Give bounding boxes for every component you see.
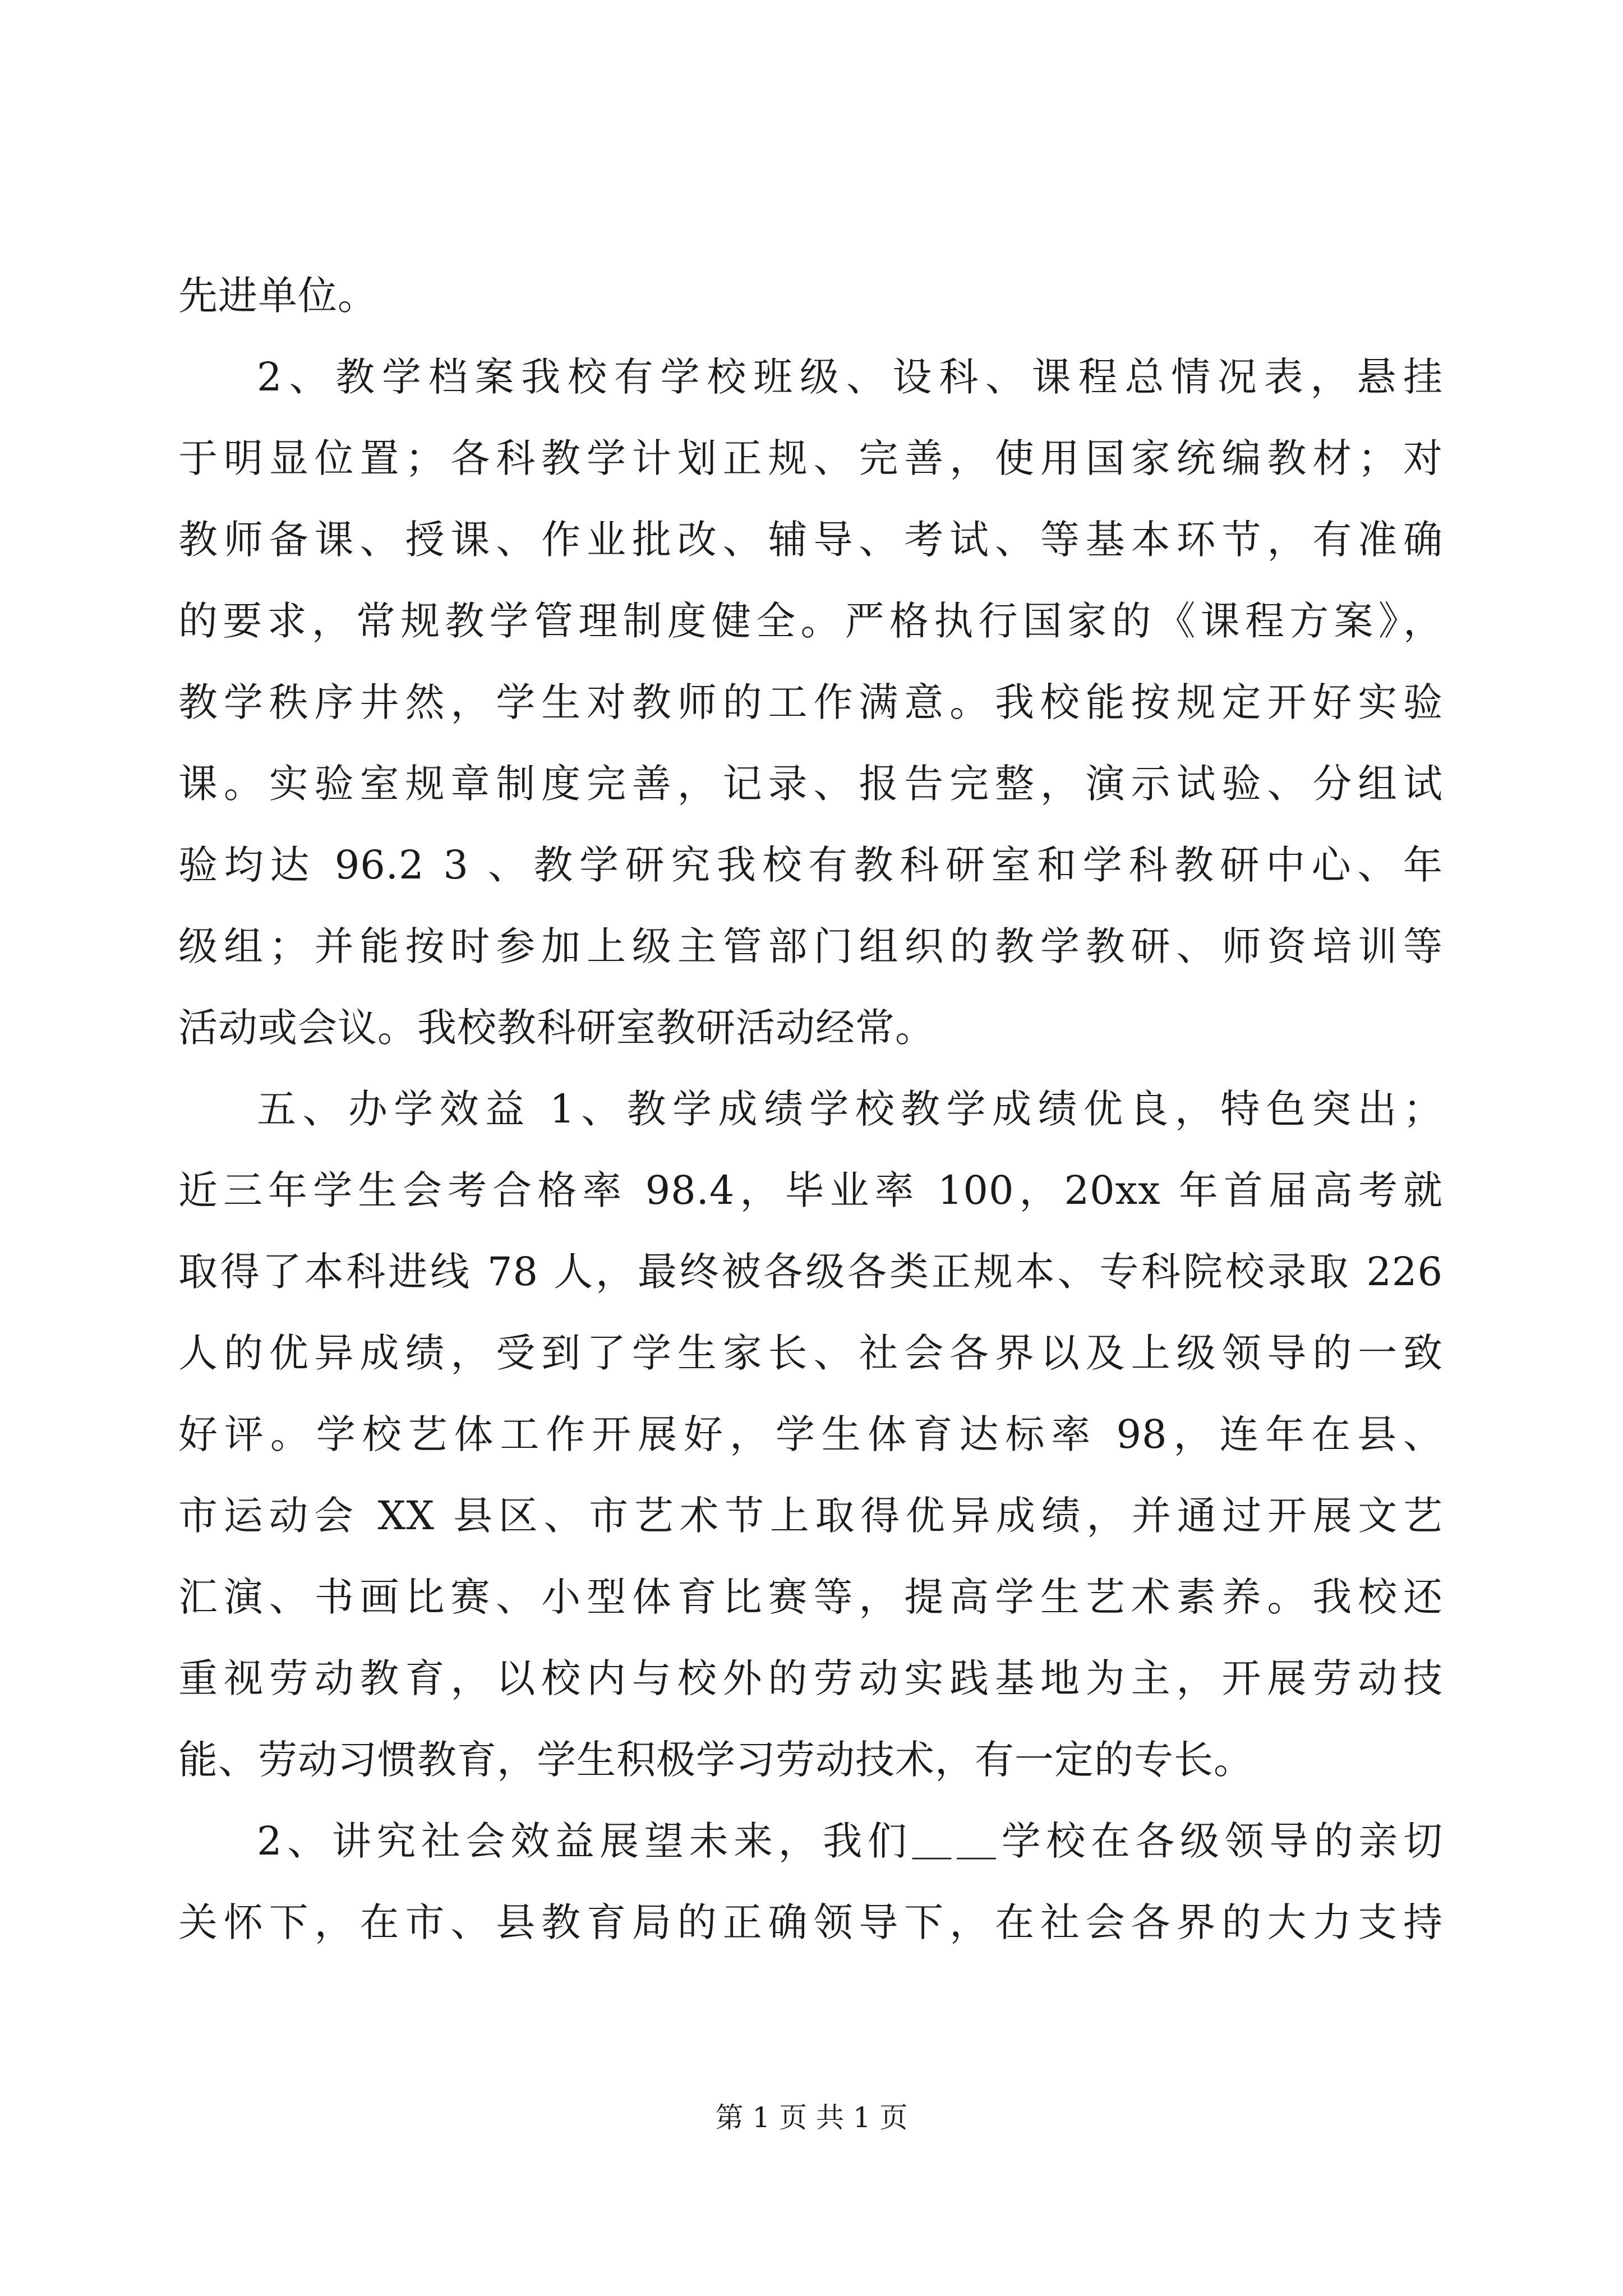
text-line-19: 能、劳动习惯教育，学生积极学习劳动技术，有一定的专长。 xyxy=(178,1737,1253,1783)
text-line-6: 教学秩序井然，学生对教师的工作满意。我校能按规定开好实验 xyxy=(178,679,1443,725)
text-line-10: 活动或会议。我校教科研室教研活动经常。 xyxy=(178,1005,935,1051)
text-line-5: 的要求，常规教学管理制度健全。严格执行国家的《课程方案》， xyxy=(178,598,1443,644)
text-line-17: 汇演、书画比赛、小型体育比赛等，提高学生艺术素养。我校还 xyxy=(178,1574,1443,1620)
text-line-3: 于明显位置；各科教学计划正规、完善，使用国家统编教材；对 xyxy=(178,435,1443,481)
text-line-4: 教师备课、授课、作业批改、辅导、考试、等基本环节，有准确 xyxy=(178,517,1443,563)
page-number-footer: 第 1 页 共 1 页 xyxy=(715,2101,908,2134)
text-line-20: 2、讲究社会效益展望未来，我们＿＿学校在各级领导的亲切 xyxy=(257,1818,1443,1864)
text-line-16: 市运动会 XX 县区、市艺术节上取得优异成绩，并通过开展文艺 xyxy=(178,1493,1443,1539)
document-body xyxy=(178,255,1443,1963)
text-line-21: 关怀下，在市、县教育局的正确领导下，在社会各界的大力支持 xyxy=(178,1899,1443,1945)
text-line-11: 五、办学效益 1、教学成绩学校教学成绩优良，特色突出； xyxy=(257,1086,1443,1132)
text-line-13: 取得了本科进线 78 人，最终被各级各类正规本、专科院校录取 226 xyxy=(178,1249,1443,1295)
text-line-9: 级组；并能按时参加上级主管部门组织的教学教研、师资培训等 xyxy=(178,923,1443,969)
text-line-18: 重视劳动教育，以校内与校外的劳动实践基地为主，开展劳动技 xyxy=(178,1655,1443,1701)
text-line-12: 近三年学生会考合格率 98.4，毕业率 100，20xx 年首届高考就 xyxy=(178,1167,1443,1213)
text-line-7: 课。实验室规章制度完善，记录、报告完整，演示试验、分组试 xyxy=(178,761,1443,807)
text-line-15: 好评。学校艺体工作开展好，学生体育达标率 98，连年在县、 xyxy=(178,1411,1443,1457)
text-line-1: 先进单位。 xyxy=(178,273,377,319)
text-line-2: 2、教学档案我校有学校班级、设科、课程总情况表，悬挂 xyxy=(257,354,1443,400)
text-line-14: 人的优异成绩，受到了学生家长、社会各界以及上级领导的一致 xyxy=(178,1330,1443,1376)
text-line-8: 验均达 96.2 3 、教学研究我校有教科研室和学科教研中心、年 xyxy=(178,842,1443,888)
